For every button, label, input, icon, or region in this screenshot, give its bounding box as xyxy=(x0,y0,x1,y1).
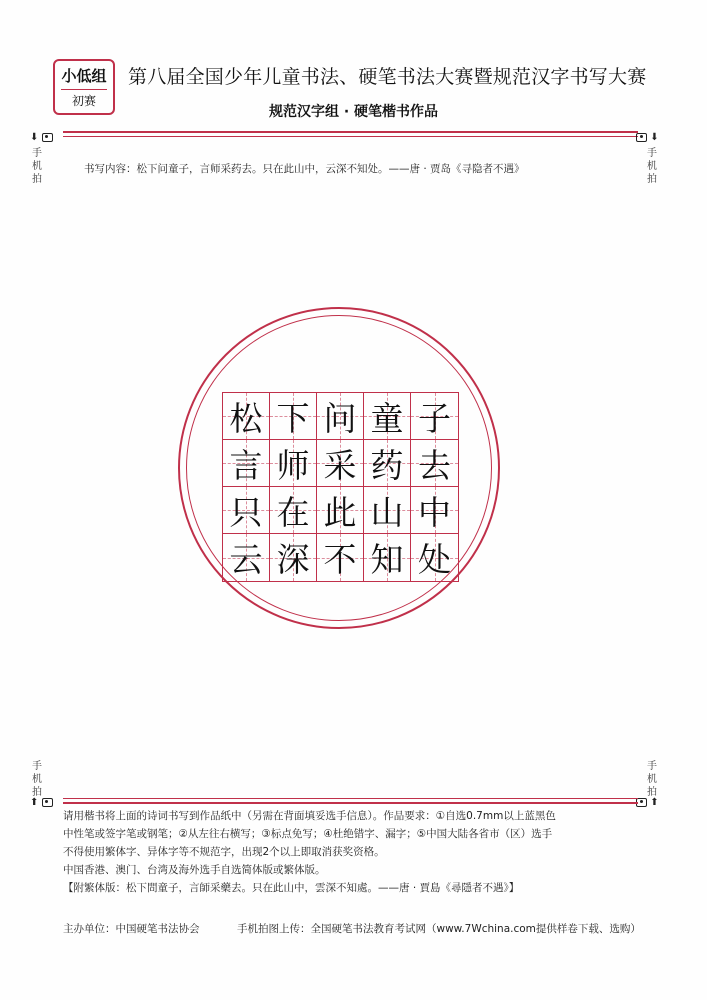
grid-cell: 问 xyxy=(317,393,364,440)
phone-shoot-label-top-left: 手 机 拍 xyxy=(32,148,42,185)
bottom-rule-thick xyxy=(63,802,638,804)
phone-shoot-label-top-right: 手 机 拍 xyxy=(647,148,657,185)
camera-icon xyxy=(636,133,647,142)
grid-cell: 云 xyxy=(223,534,270,581)
grid-cell: 山 xyxy=(364,487,411,534)
bottom-rule-thin xyxy=(63,798,638,799)
instruction-line: 【附繁体版：松下問童子，言師采藥去。只在此山中，雲深不知處。——唐 · 賈島《尋隱者不遇》】 xyxy=(63,882,520,894)
organizer: 主办单位：中国硬笔书法协会 xyxy=(63,923,200,935)
badge-divider xyxy=(61,89,107,90)
instruction-line: 中国香港、澳门、台湾及海外选手自选简体版或繁体版。 xyxy=(63,864,326,876)
phone-shoot-label-bottom-left: 手 机 拍 xyxy=(32,761,42,798)
grid-cell: 深 xyxy=(270,534,317,581)
instruction-line: 中性笔或签字笔或钢笔；②从左往右横写；③标点免写；④杜绝错字、漏字；⑤中国大陆各省市（区）选手 xyxy=(63,828,553,840)
camera-icon xyxy=(42,133,53,142)
group-label: 小低组 xyxy=(61,67,107,85)
grid-cell: 此 xyxy=(317,487,364,534)
instruction-line: 请用楷书将上面的诗词书写到作品纸中（另需在背面填妥选手信息）。作品要求：①自选0.7mm以上蓝黑色 xyxy=(63,810,556,822)
grid-cell: 采 xyxy=(317,440,364,487)
writing-content: 书写内容：松下问童子，言师采药去。只在此山中，云深不知处。——唐 · 贾岛《寻隐者不遇》 xyxy=(84,163,525,175)
grid-cell: 处 xyxy=(411,534,458,581)
grid-cell: 中 xyxy=(411,487,458,534)
grid-cell: 在 xyxy=(270,487,317,534)
camera-icon xyxy=(42,798,53,807)
grid-cell: 师 xyxy=(270,440,317,487)
top-rule-thick xyxy=(63,131,638,133)
top-rule-thin xyxy=(63,136,638,137)
arrow-up-icon: ⬆ xyxy=(650,797,659,808)
page-subtitle: 规范汉字组 · 硬笔楷书作品 xyxy=(268,104,439,120)
grid-cell: 只 xyxy=(223,487,270,534)
writing-grid xyxy=(222,392,459,582)
page-title: 第八届全国少年儿童书法、硬笔书法大赛暨规范汉字书写大赛 xyxy=(128,66,647,88)
grid-cell: 知 xyxy=(364,534,411,581)
instruction-line: 不得使用繁体字、异体字等不规范字，出现2个以上即取消获奖资格。 xyxy=(63,846,385,858)
grid-cell: 子 xyxy=(411,393,458,440)
grid-cell: 药 xyxy=(364,440,411,487)
instructions xyxy=(63,807,653,897)
arrow-down-icon: ⬇ xyxy=(30,132,39,143)
corner-mark-top-left xyxy=(30,132,53,144)
corner-mark-bottom-left xyxy=(30,797,53,809)
grid-cell: 松 xyxy=(223,393,270,440)
arrow-down-icon: ⬇ xyxy=(650,132,659,143)
grid-cell: 去 xyxy=(411,440,458,487)
round-label: 初赛 xyxy=(71,94,96,108)
corner-mark-top-right xyxy=(636,132,659,144)
grid-cell: 不 xyxy=(317,534,364,581)
upload-info: 手机拍图上传：全国硬笔书法教育考试网（www.7Wchina.com提供样卷下载、选购） xyxy=(237,923,641,935)
grid-cell: 下 xyxy=(270,393,317,440)
grid-cell: 童 xyxy=(364,393,411,440)
arrow-up-icon: ⬆ xyxy=(30,797,39,808)
phone-shoot-label-bottom-right: 手 机 拍 xyxy=(647,761,657,798)
grid-cell: 言 xyxy=(223,440,270,487)
